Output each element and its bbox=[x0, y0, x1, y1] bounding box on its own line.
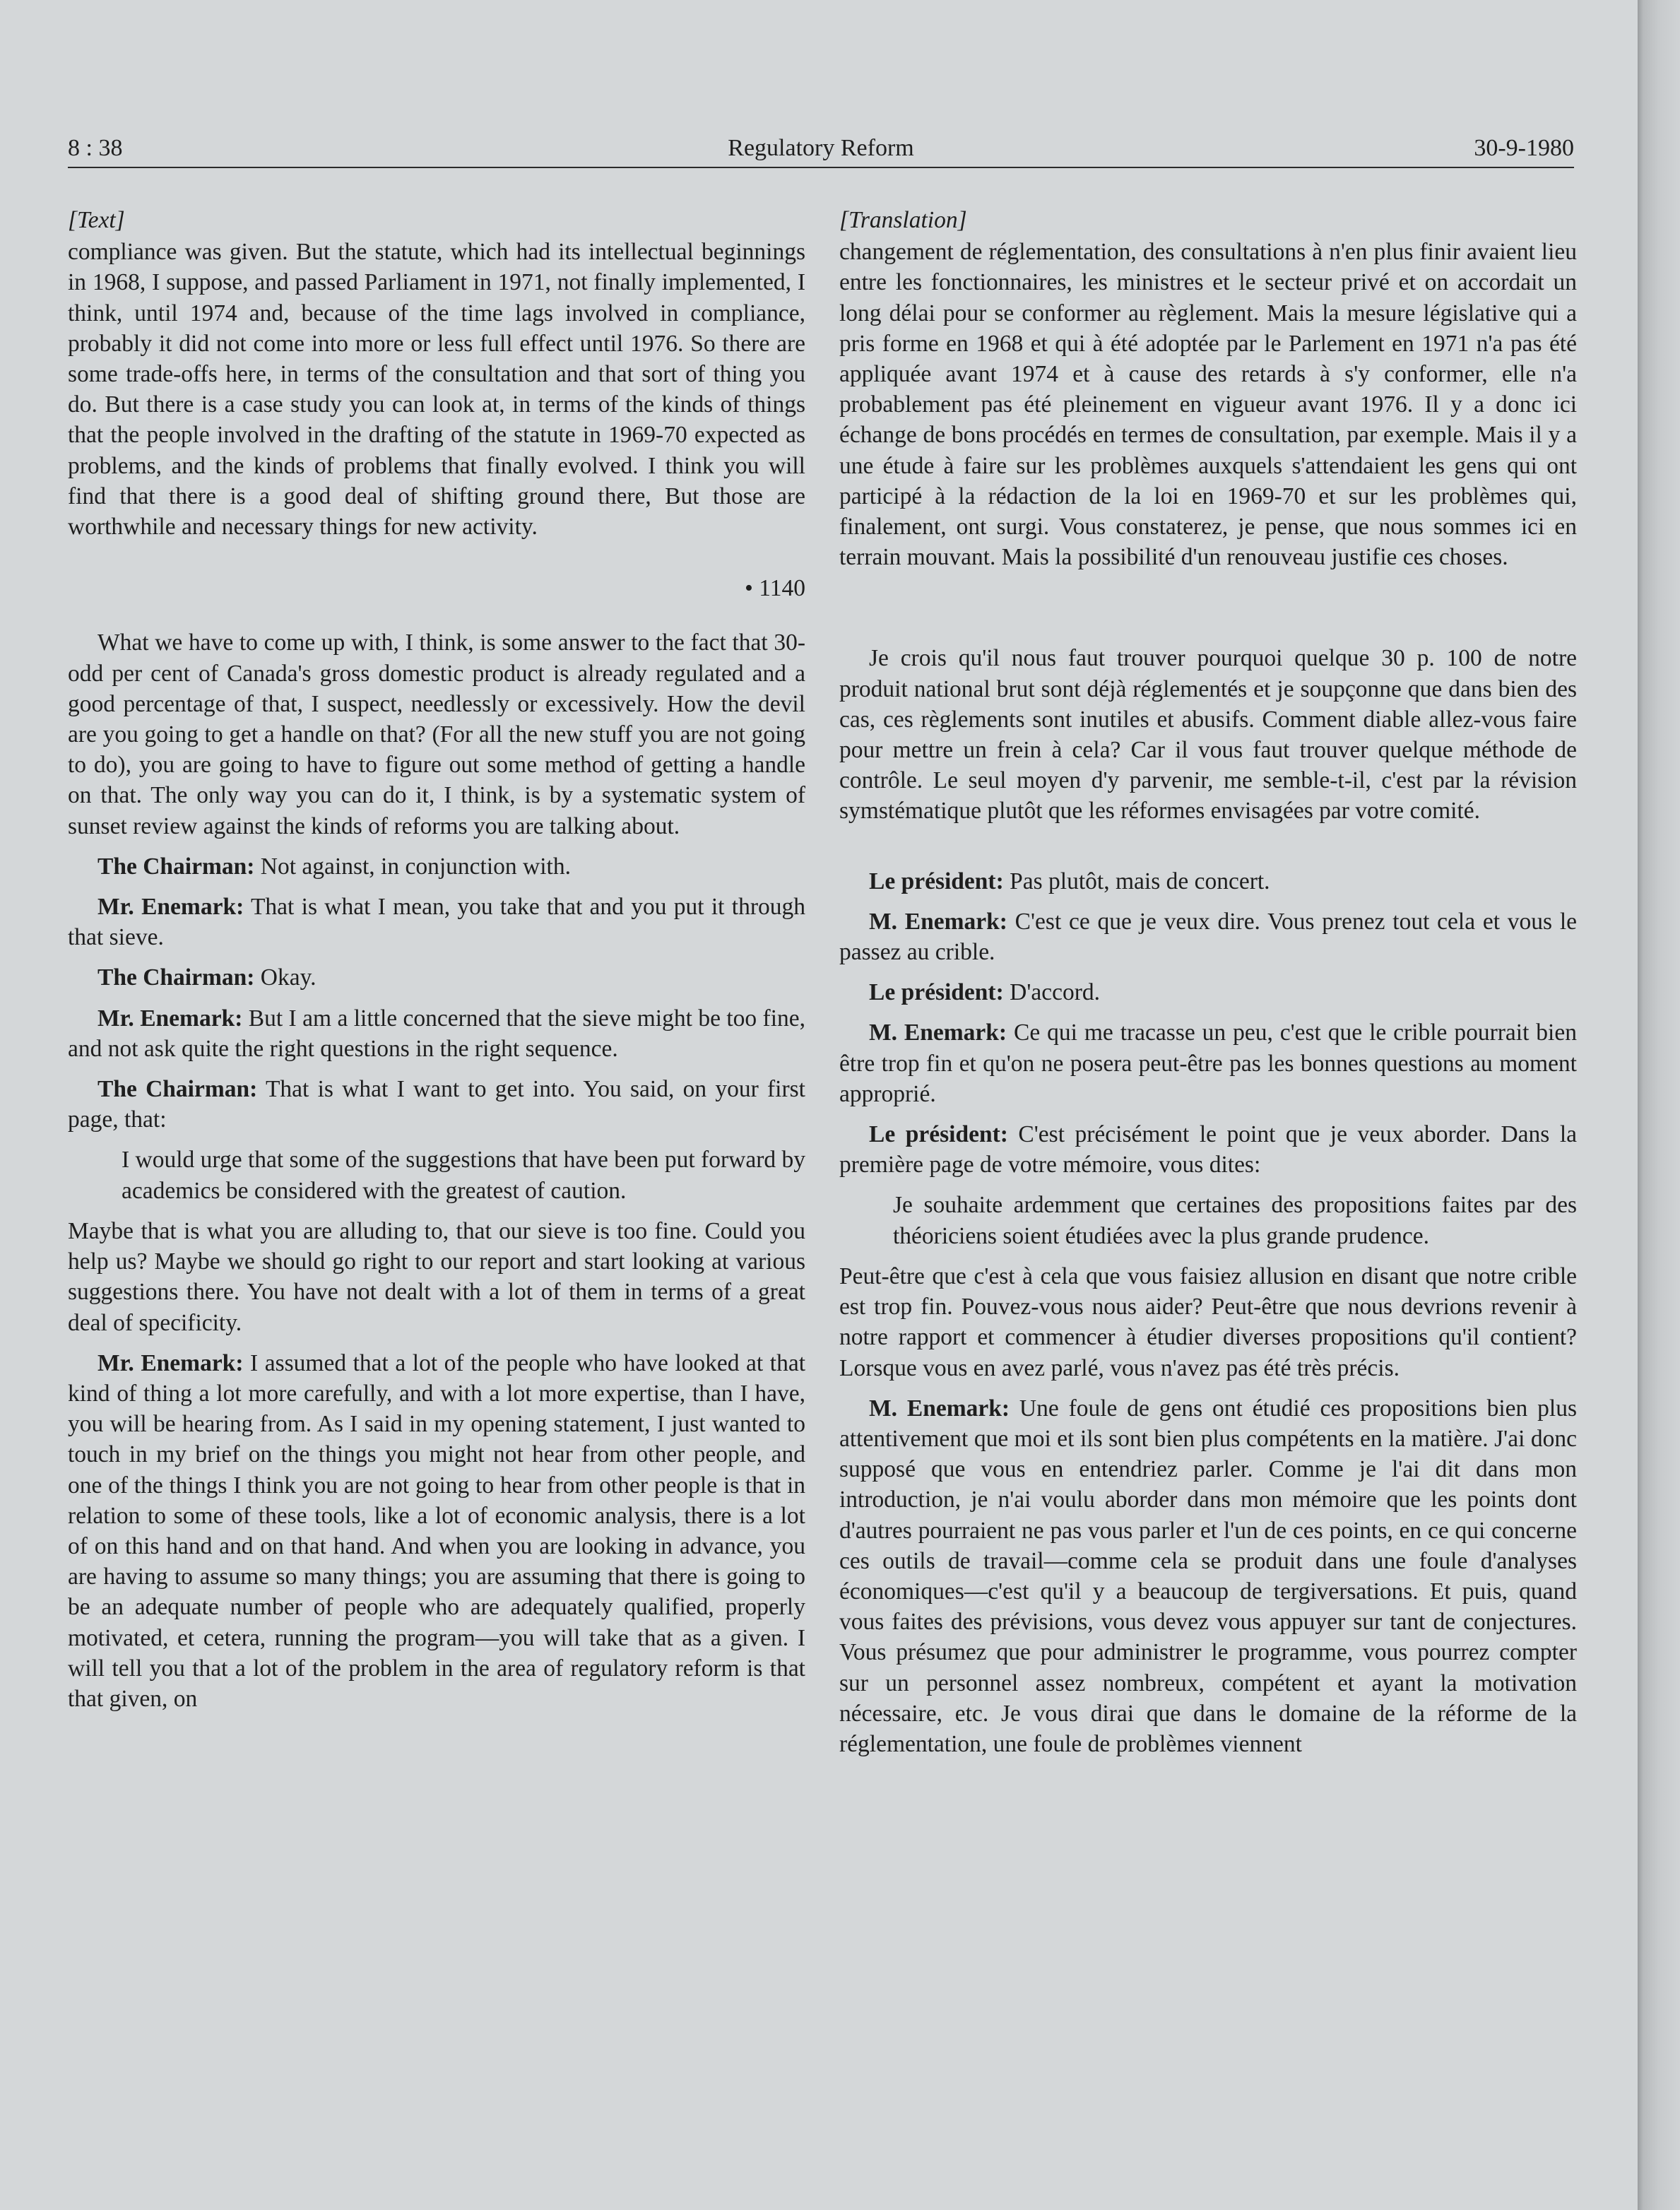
spacer bbox=[839, 582, 1577, 643]
speech-text: D'accord. bbox=[1003, 979, 1100, 1006]
speaker-name: The Chairman: bbox=[97, 853, 255, 880]
speech-text: Okay. bbox=[254, 964, 317, 991]
header-date: 30-9-1980 bbox=[1474, 135, 1574, 161]
english-column bbox=[68, 205, 805, 1724]
speaker-name: M. Enemark: bbox=[869, 1395, 1010, 1422]
speech-text: C'est précisément le point que je veux aborder. Dans la première page de votre mémoire, vous dites: bbox=[839, 1121, 1577, 1178]
speech-text: Une foule de gens ont étudié ces propositions bien plus attentivement que moi et ils sont bien plus compétents en la matière. J'ai donc supposé que vous en entendriez parler. Comme je l'ai dit dans mon introduction, je n'ai voulu aborder dans mon mémoire que les points dont d'autres pourraient ne pas vous parler et l'un de ces points, en ce qui concerne ces outils de travail—comme cela se produit dans une foule d'analyses économiques—c'est qu'il y a beaucoup de tergiversations. Et puis, quand vous faites des prévisions, vous devez vous appuyer sur tant de conjectures. Vous présumez que pour administrer le programme, vous pourrez compter sur un personnel assez nombreux, compétent et ayant la motivation nécessaire, etc. Je vous dirai que dans le domaine de la réforme de la réglementation, une foule de problèmes viennent bbox=[839, 1395, 1577, 1757]
paragraph: Maybe that is what you are alluding to, that our sieve is too fine. Could you help us? Maybe we should go right to our report and start looking at various suggestions there. You have not dealt with a lot of them in terms of a great deal of specificity. bbox=[68, 1217, 805, 1336]
speaker-name: Mr. Enemark: bbox=[97, 894, 244, 921]
speech bbox=[839, 977, 1577, 1008]
running-title: Regulatory Reform bbox=[728, 135, 914, 161]
speech bbox=[839, 1393, 1577, 1759]
column-label: [Text] bbox=[68, 207, 125, 233]
speaker-name: Mr. Enemark: bbox=[97, 1349, 244, 1376]
speaker-name: Le président: bbox=[869, 979, 1004, 1006]
page-number: 8 : 38 bbox=[68, 135, 123, 161]
speech bbox=[68, 1074, 805, 1135]
block-quote: Je souhaite ardemment que certaines des propositions faites par des théoriciens soient étudiées avec la plus grande prudence. bbox=[893, 1192, 1577, 1249]
paragraph: What we have to come up with, I think, is some answer to the fact that 30-odd per cent of Canada's gross domestic product is already regulated and a good percentage of that, I suspect, needlessly or excessively. How the devil are you going to get a handle on that? (For all the new stuff you are not going to do), you are going to have to figure out some method of getting a handle on that. The only way you can do it, I think, is by a systematic system of sunset review against the kinds of reforms you are talking about. bbox=[68, 630, 805, 839]
paragraph: changement de réglementation, des consultations à n'en plus finir avaient lieu entre les fonctionnaires, les ministres et le secteur privé et on accordait un long délai pour se conformer au règlement. Mais la mesure législative qui a pris forme en 1968 et qui à été adoptée par le Parlement en 1971 n'a pas été appliquée avant 1974 et à cause des retards à s'y conformer, elle n'a probablement pas été pleinement en vigueur avant 1976. Il y a donc ici échange de bons procédés en termes de consultation, par exemple. Mais il y a une étude à faire sur les problèmes auxquels s'attendaient les gens qui ont participé à la rédaction de la loi en 1969-70 et sur les problèmes qui, finalement, ont surgi. Vous constaterez, je pense, que nous sommes ici en terrain mouvant. Mais la possibilité d'un renouveau justifie ces choses. bbox=[839, 239, 1577, 571]
speech bbox=[68, 962, 805, 993]
speech bbox=[839, 866, 1577, 897]
paragraph: Peut-être que c'est à cela que vous faisiez allusion en disant que notre crible est trop fin. Pouvez-vous nous aider? Peut-être que nous devrions revenir à notre rapport et commencer à étudier diverses propositions qu'il contient? Lorsque vous en avez parlé, vous n'avez pas été très précis. bbox=[839, 1263, 1577, 1381]
speech-text: I assumed that a lot of the people who have looked at that kind of thing a lot more carefully, and with a lot more expertise, than I have, you will be hearing from. As I said in my opening statement, I just wanted to touch in my brief on the things you might not hear from other people, and one of the things I think you are not going to hear from other people is that in relation to some of these tools, like a lot of economic analysis, there is a lot of on this hand and on that hand. And when you are looking in advance, you are having to assume so many things; you are assuming that there is going to be an adequate number of people who are adequately qualified, properly motivated, et cetera, running the program—you will take that as a given. I will tell you that a lot of the problem in the area of regulatory reform is that that given, on bbox=[68, 1349, 805, 1712]
speaker-name: M. Enemark: bbox=[869, 1020, 1007, 1046]
french-column bbox=[839, 205, 1577, 1769]
speech bbox=[68, 1003, 805, 1064]
speech-text: That is what I want to get into. You said, on your first page, that: bbox=[68, 1076, 805, 1133]
speech-text: But I am a little concerned that the sieve might be too fine, and not ask quite the right questions in the right sequence. bbox=[68, 1005, 806, 1062]
speaker-name: The Chairman: bbox=[97, 1076, 258, 1103]
time-marker: • 1140 bbox=[745, 575, 805, 602]
page-edge-shadow bbox=[1638, 0, 1680, 2210]
speech-text: Ce qui me tracasse un peu, c'est que le crible pourrait bien être trop fin et qu'on ne posera peut-être pas les bonnes questions au moment approprié. bbox=[839, 1020, 1577, 1107]
speech bbox=[839, 906, 1577, 967]
spacer bbox=[839, 837, 1577, 866]
block-quote: I would urge that some of the suggestions that have been put forward by academics be considered with the greatest of caution. bbox=[122, 1147, 805, 1204]
speaker-name: Le président: bbox=[869, 868, 1004, 894]
speaker-name: M. Enemark: bbox=[869, 908, 1007, 935]
speech-text: Not against, in conjunction with. bbox=[254, 853, 571, 880]
speech-text: That is what I mean, you take that and you put it through that sieve. bbox=[68, 894, 805, 951]
speaker-name: Le président: bbox=[869, 1121, 1008, 1148]
speech bbox=[68, 892, 805, 952]
paragraph: Je crois qu'il nous faut trouver pourquoi quelque 30 p. 100 de notre produit national brut sont déjà réglementés et je soupçonne que dans bien des cas, ces règlements sont inutiles et abusifs. Comment diable allez-vous faire pour mettre un frein à cela? Car il vous faut trouver quelque méthode de contrôle. Le seul moyen d'y parvenir, me semble-t-il, c'est par la révision symstématique plutôt que les réformes envisagées par votre comité. bbox=[839, 645, 1577, 825]
speech bbox=[68, 1348, 805, 1714]
speaker-name: Mr. Enemark: bbox=[97, 1005, 243, 1032]
paragraph: compliance was given. But the statute, which had its intellectual beginnings in 1968, I suppose, and passed Parliament in 1971, not finally implemented, I think, until 1974 and, because of the time lags involved in compliance, probably it did not come into more or less full effect until 1976. So there are some trade-offs here, in terms of the consultation and that sort of thing you do. But there is a case study you can look at, in terms of the kinds of things that the people involved in the drafting of the statute in 1969-70 expected as problems, and the kinds of problems that finally evolved. I think you will find that there is a good deal of shifting ground there, But those are worthwhile and necessary things for new activity. bbox=[68, 239, 805, 540]
speech bbox=[839, 1017, 1577, 1109]
speech bbox=[839, 1119, 1577, 1180]
speech bbox=[68, 851, 805, 882]
speaker-name: The Chairman: bbox=[97, 964, 255, 991]
speech-text: Pas plutôt, mais de concert. bbox=[1003, 868, 1270, 894]
speech-text: C'est ce que je veux dire. Vous prenez tout cela et vous le passez au crible. bbox=[839, 908, 1577, 966]
header-rule bbox=[68, 167, 1574, 168]
column-label: [Translation] bbox=[839, 207, 967, 233]
page-header bbox=[68, 131, 1574, 165]
